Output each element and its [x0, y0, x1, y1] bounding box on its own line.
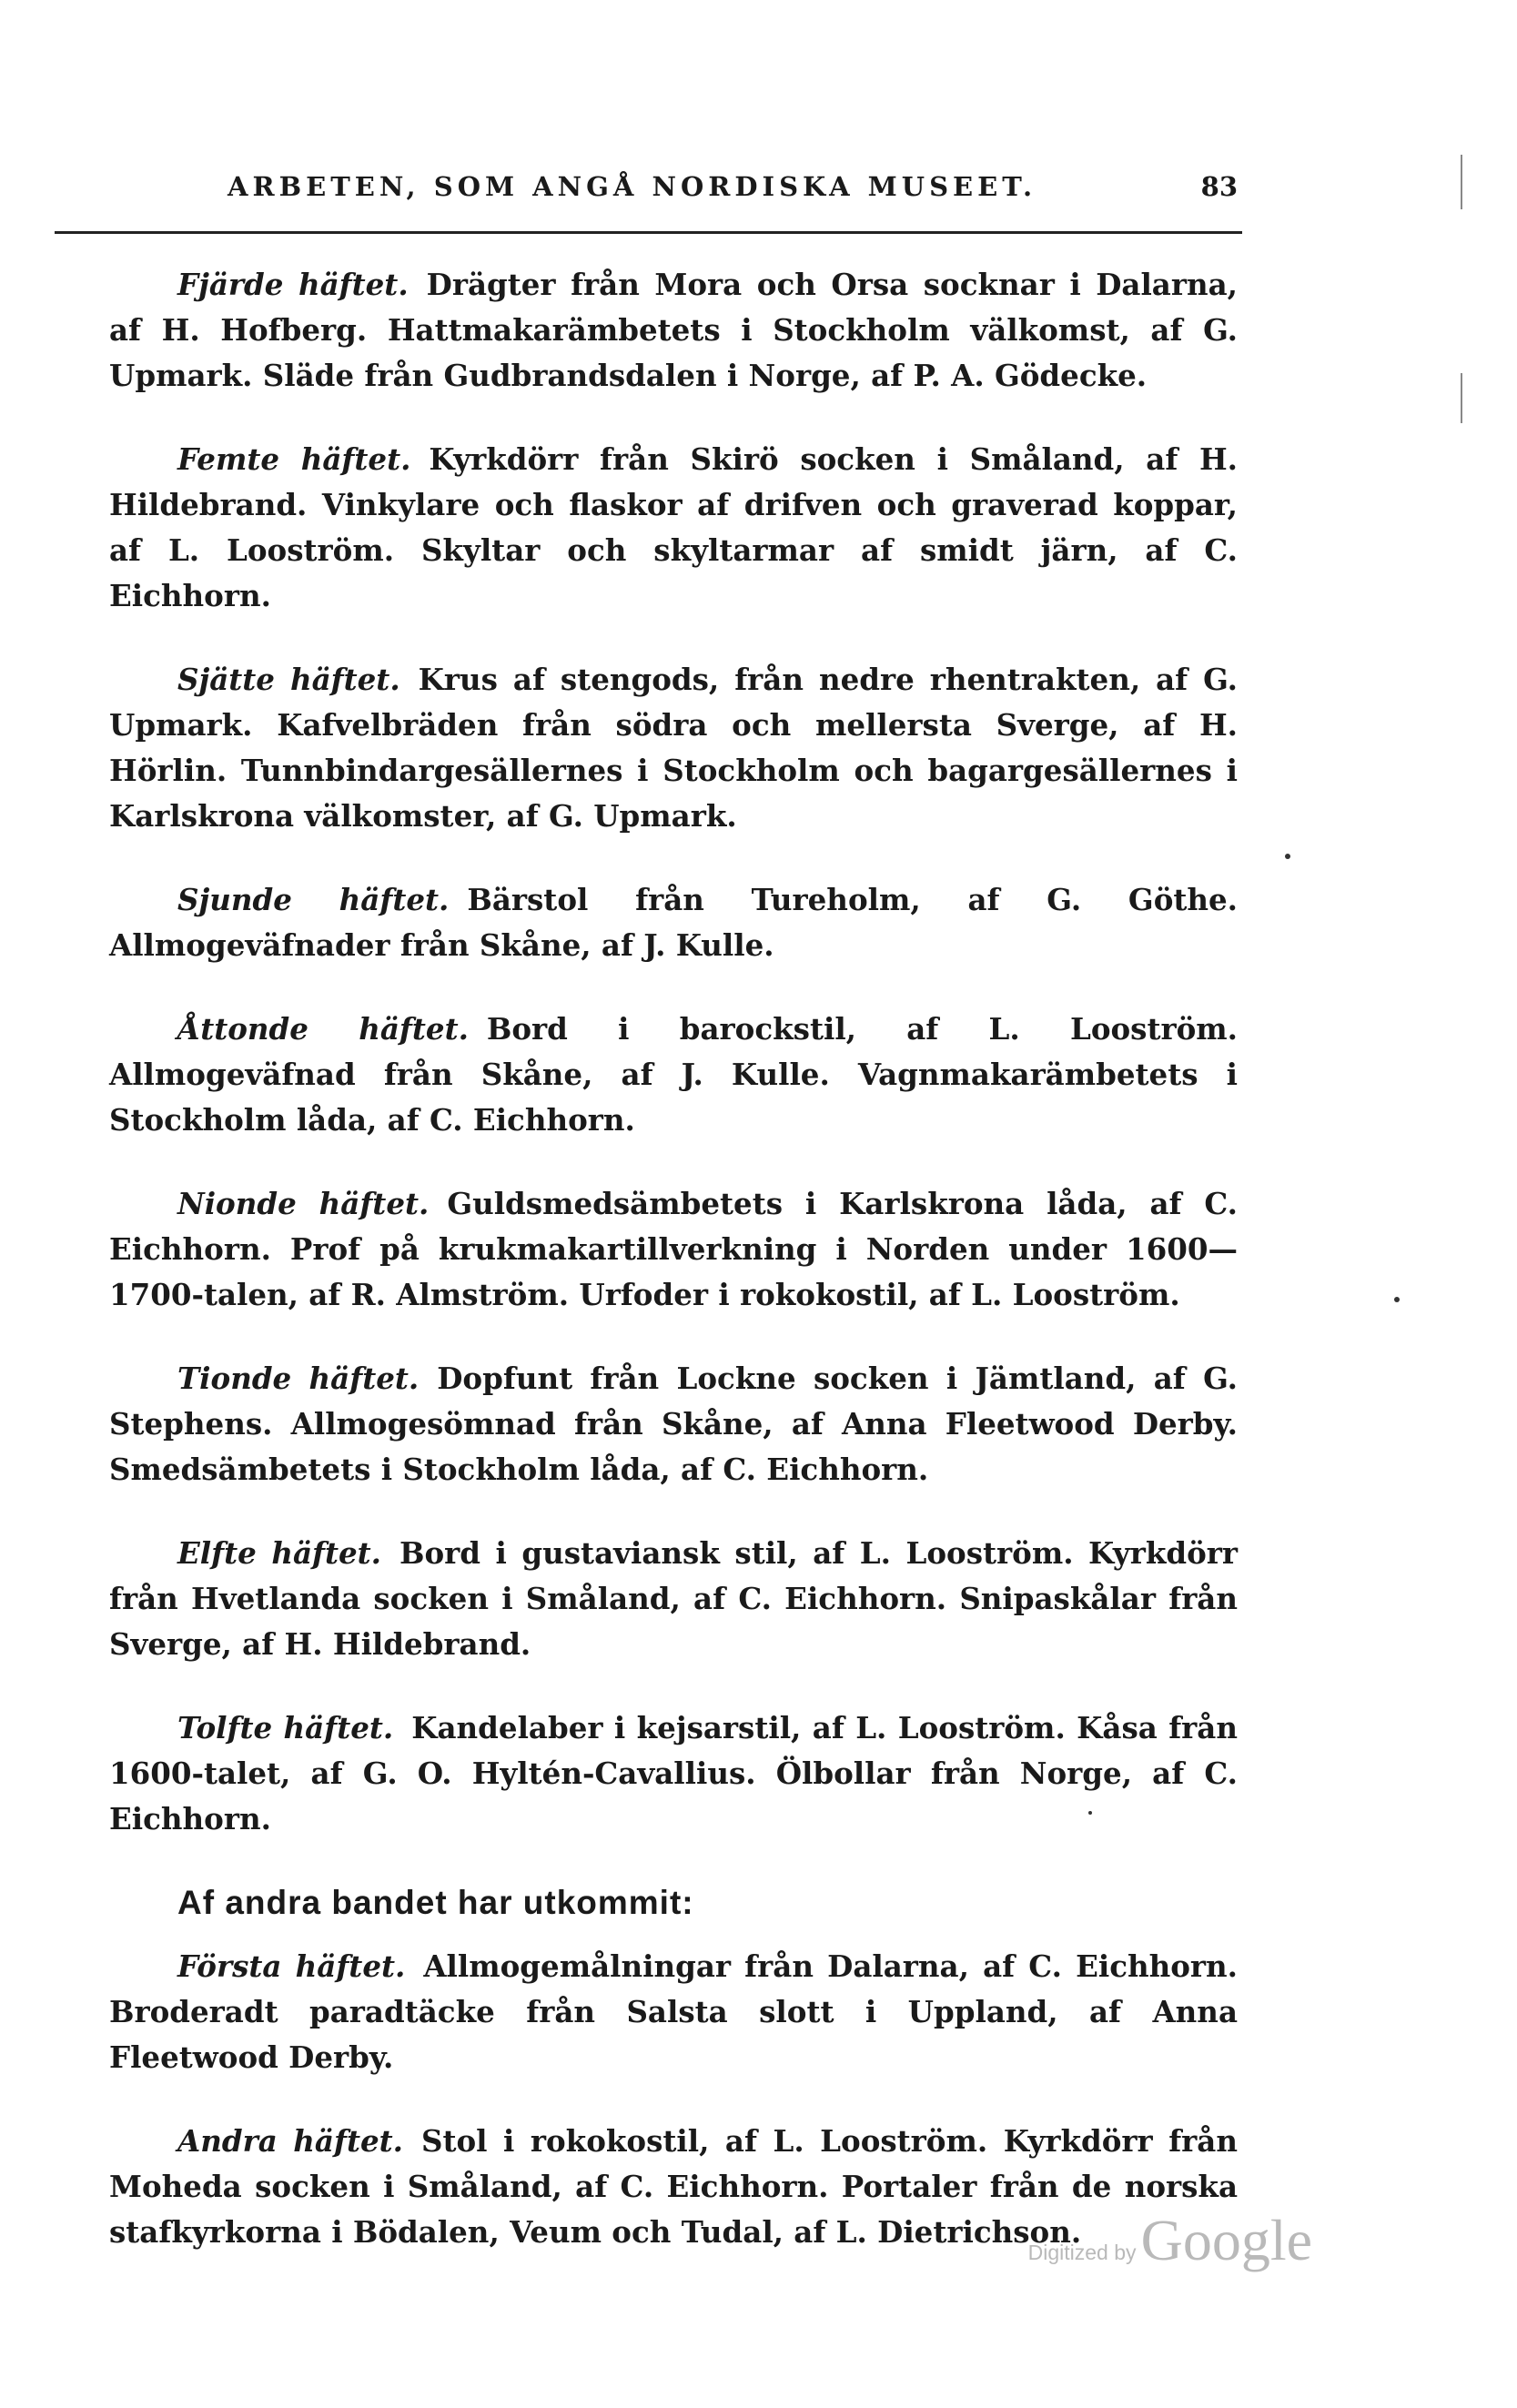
issue-label: Första häftet. [177, 1948, 406, 1984]
issue-label: Tolfte häftet. [177, 1710, 394, 1745]
watermark-prefix: Digitized by [1027, 2241, 1137, 2264]
issue-text: Allmogemålningar från Dalarna, af C. Eichhorn. Broderadt paradtäcke från Salsta slott i Uppland, af Anna Fleetwood Derby. [109, 1948, 1238, 2075]
ink-speck [1088, 1811, 1092, 1815]
first-volume-list [109, 262, 1238, 1842]
issue-label: Sjätte häftet. [177, 662, 400, 697]
issue-entry [109, 657, 1238, 839]
page-number: 83 [1200, 171, 1238, 202]
issue-label: Sjunde häftet. [177, 882, 450, 917]
issue-label: Elfte häftet. [177, 1535, 382, 1571]
issue-entry [109, 437, 1238, 619]
body-text [109, 262, 1238, 2293]
scan-artifact [1461, 155, 1462, 209]
scan-artifact [1461, 373, 1462, 423]
issue-entry [109, 262, 1238, 399]
issue-entry [109, 1705, 1238, 1842]
issue-text: Drägter från Mora och Orsa socknar i Dalarna, af H. Hofberg. Hattmakarämbetets i Stockholm välkomst, af G. Upmark. Släde från Gudbrandsdalen i Norge, af P. A. Gödecke. [109, 267, 1238, 393]
running-title: ARBETEN, SOM ANGÅ NORDISKA MUSEET. [228, 171, 1037, 202]
page-header [109, 171, 1238, 217]
issue-text: Krus af stengods, från nedre rhentrakten, af G. Upmark. Kafvelbräden från södra och mellersta Sverge, af H. Hörlin. Tunnbindargesällernes i Stockholm och bagargesällernes i Karlskrona välkomster, af G. Upmark. [109, 662, 1238, 834]
issue-entry [109, 1356, 1238, 1492]
issue-label: Femte häftet. [177, 441, 411, 477]
ink-speck [1394, 1297, 1400, 1302]
issue-text: Kandelaber i kejsarstil, af L. Looström. Kåsa från 1600-talet, af G. O. Hyltén-Cavallius. Ölbollar från Norge, af C. Eichhorn. [109, 1710, 1238, 1836]
issue-text: Stol i rokokostil, af L. Looström. Kyrkdörr från Moheda socken i Småland, af C. Eichhorn. Portaler från de norska stafkyrkorna i Bödalen, Veum och Tudal, af L. Dietrichson. [109, 2123, 1238, 2250]
issue-label: Åttonde häftet. [177, 1011, 469, 1047]
issue-entry [109, 1181, 1238, 1318]
google-logo: Google [1140, 2208, 1312, 2272]
ink-speck [1285, 854, 1290, 859]
issue-text: Guldsmedsämbetets i Karlskrona låda, af C. Eichhorn. Prof på krukmakartillverkning i Norden under 1600—1700-talen, af R. Almström. Urfoder i rokokostil, af L. Looström. [109, 1186, 1238, 1312]
header-rule [55, 231, 1242, 234]
issue-label: Fjärde häftet. [177, 267, 409, 302]
section-heading: Af andra bandet har utkommit: [177, 1884, 694, 1921]
issue-text: Bärstol från Tureholm, af G. Göthe. Allmogeväfnader från Skåne, af J. Kulle. [109, 882, 1239, 963]
issue-entry [109, 877, 1238, 968]
issue-text: Dopfunt från Lockne socken i Jämtland, af G. Stephens. Allmogesömnad från Skåne, af Anna Fleetwood Derby. Smedsämbetets i Stockholm låda, af C. Eichhorn. [109, 1361, 1238, 1487]
issue-label: Nionde häftet. [177, 1186, 430, 1221]
issue-entry [109, 1007, 1238, 1143]
digitized-by-watermark [1028, 2207, 1312, 2274]
issue-text: Bord i barockstil, af L. Looström. Allmogeväfnad från Skåne, af J. Kulle. Vagnmakarämbetets i Stockholm låda, af C. Eichhorn. [109, 1011, 1238, 1138]
issue-label: Andra häftet. [177, 2123, 403, 2159]
issue-entry [109, 1531, 1238, 1667]
issue-label: Tionde häftet. [177, 1361, 420, 1396]
issue-entry [109, 1944, 1238, 2080]
issue-text: Bord i gustaviansk stil, af L. Looström. Kyrkdörr från Hvetlanda socken i Småland, af C. Eichhorn. Snipaskålar från Sverge, af H. Hildebrand. [109, 1535, 1239, 1662]
issue-text: Kyrkdörr från Skirö socken i Småland, af H. Hildebrand. Vinkylare och flaskor af drifven och graverad koppar, af L. Looström. Skyltar och skyltarmar af smidt järn, af C. Eichhorn. [109, 441, 1238, 613]
